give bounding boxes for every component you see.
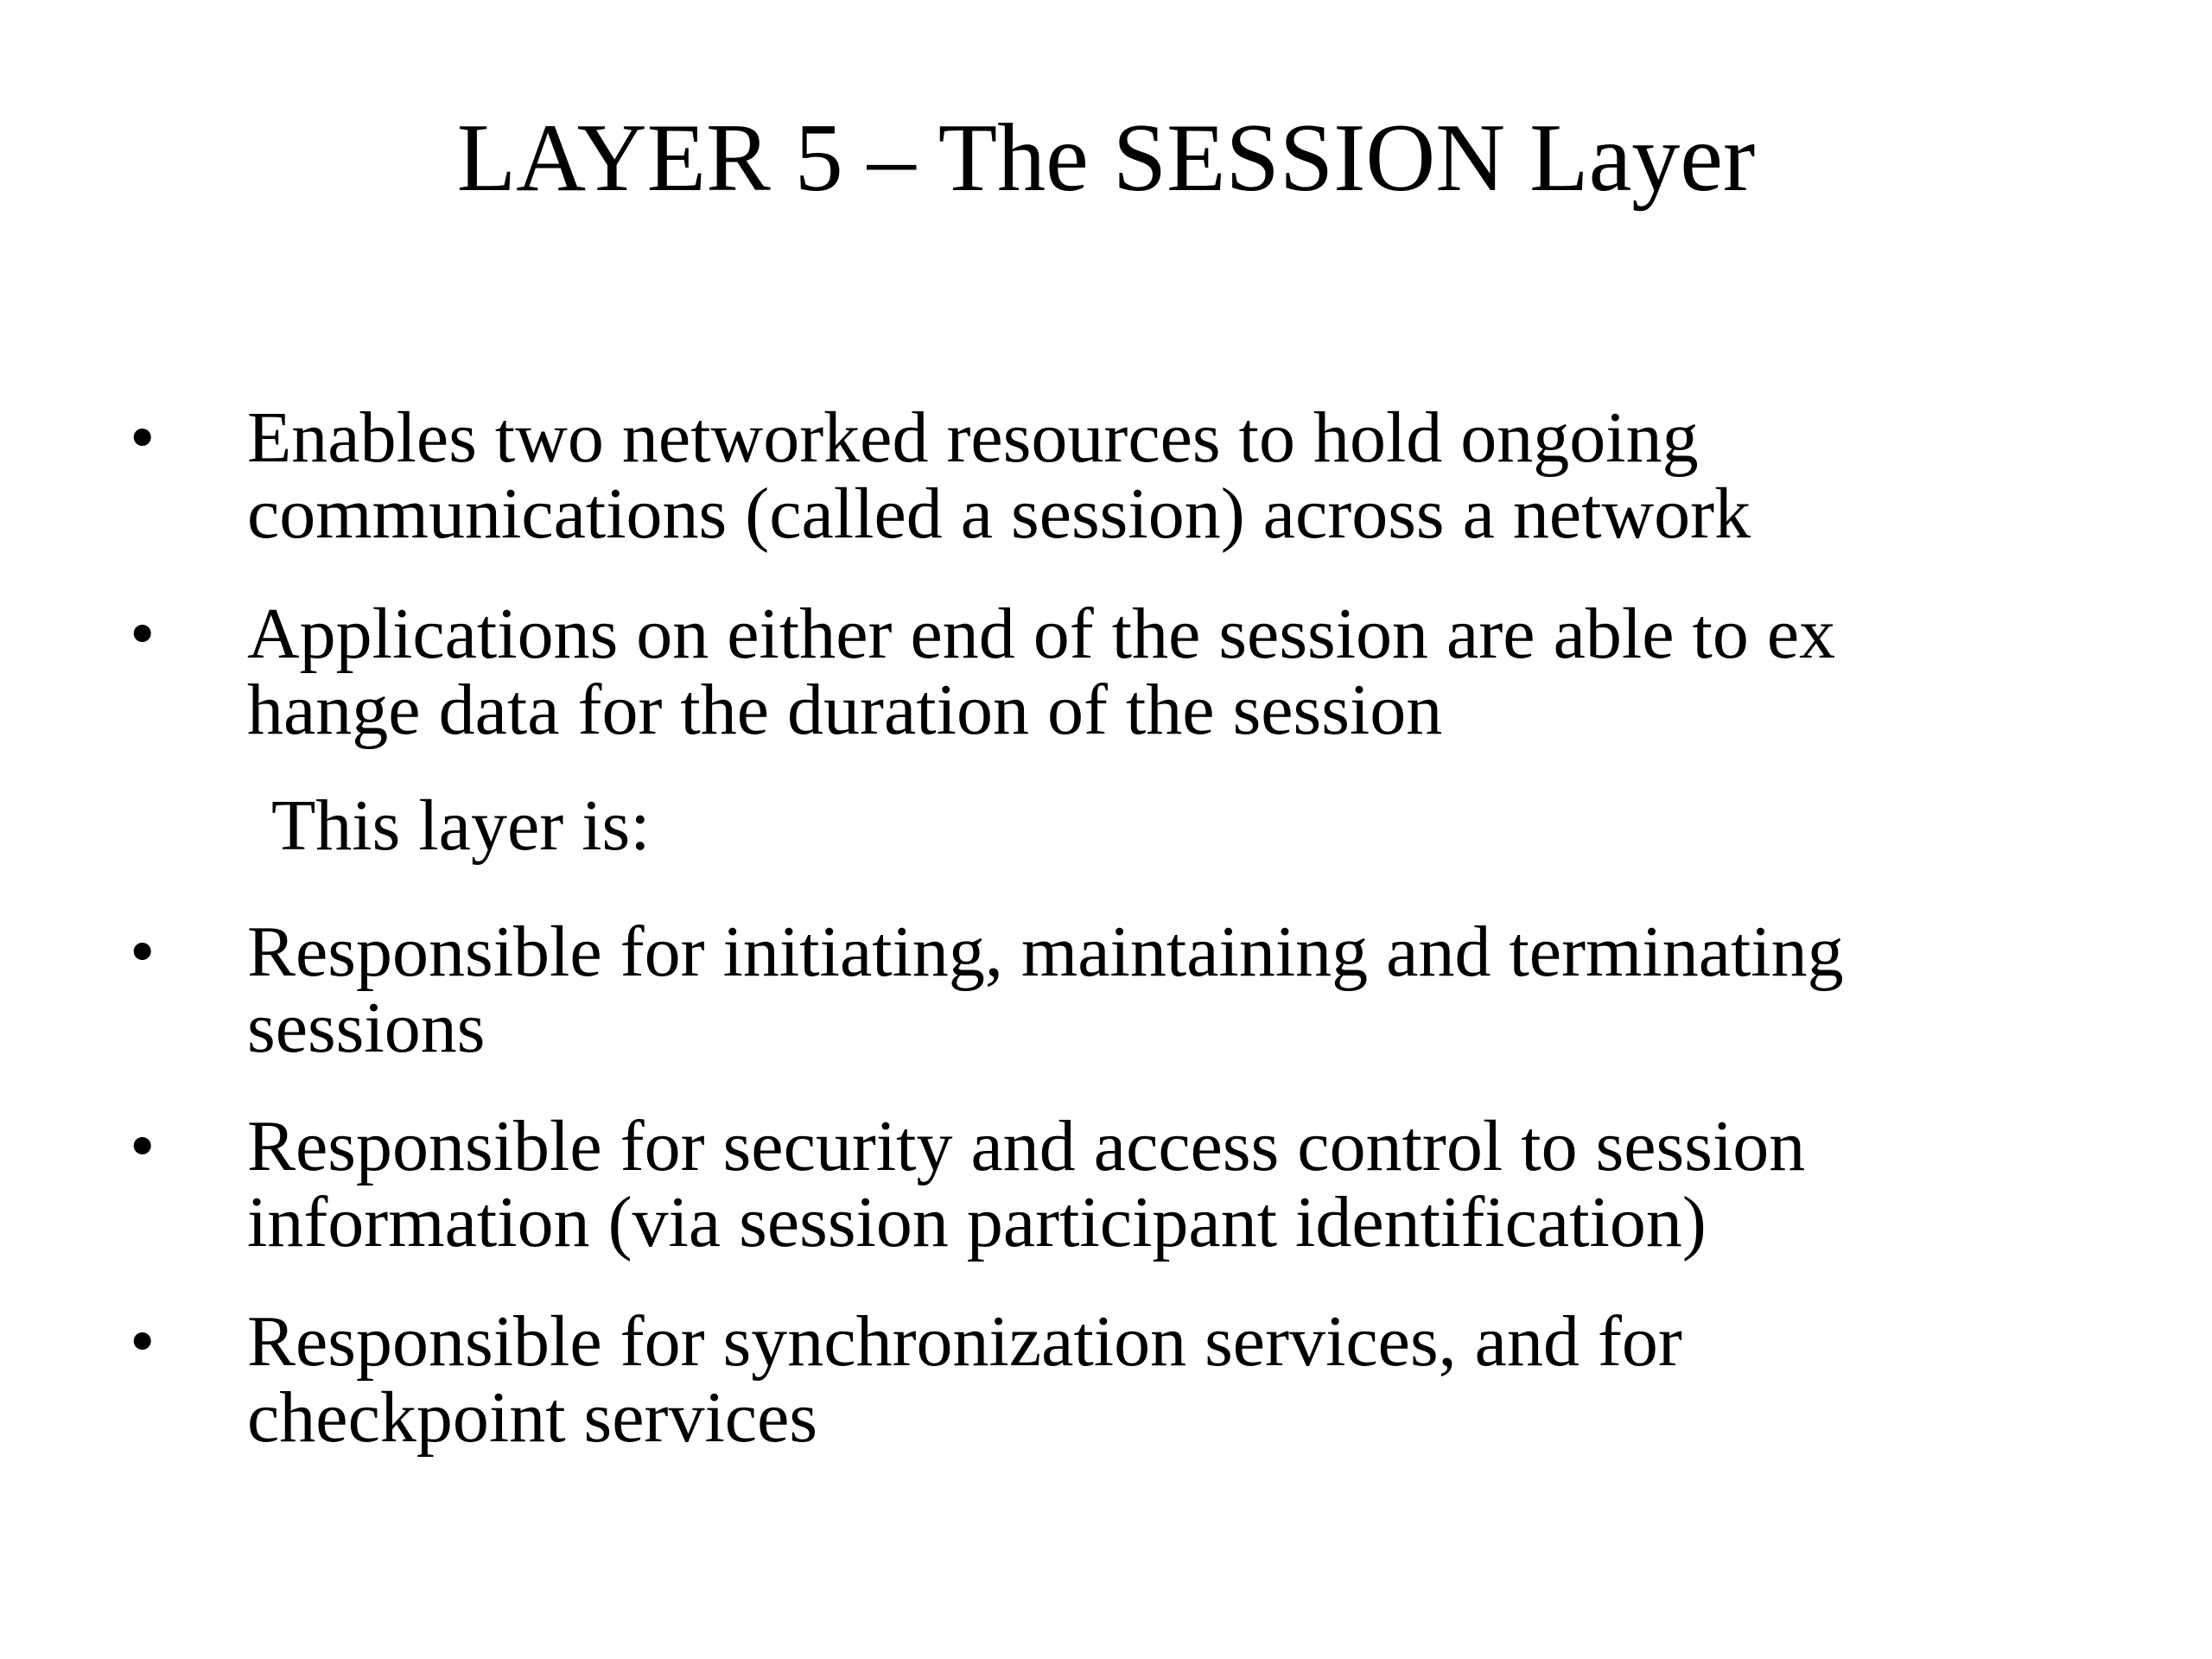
slide-title: LAYER 5 – The SESSION Layer: [456, 105, 1756, 212]
bullet-item-line: hange data for the duration of the session: [247, 670, 1443, 750]
bullet-symbol: •: [130, 594, 156, 674]
bullet-item-line: checkpoint services: [247, 1377, 818, 1458]
bullet-item-line: Responsible for initiating, maintaining and terminating: [247, 912, 1844, 992]
subheading: This layer is:: [271, 785, 651, 866]
bullet-item-line: Responsible for synchronization services, and for: [247, 1301, 1682, 1382]
bullet-item: [247, 397, 2174, 554]
bullet-item: [247, 914, 2174, 1066]
bullet-item-line: Responsible for security and access control to session: [247, 1106, 1806, 1186]
bullet-item-line: Applications on either end of the session are able to ex: [247, 594, 1836, 674]
bullet-symbol: •: [130, 1106, 156, 1186]
bullet-item-line: information (via session participant identification): [247, 1182, 1707, 1262]
bullet-item: [247, 1301, 2174, 1458]
bullet-symbol: •: [130, 397, 156, 478]
bullet-item: [247, 596, 2174, 748]
bullet-symbol: •: [130, 912, 156, 992]
bullet-item-line: sessions: [247, 988, 486, 1068]
bullet-item-line: communications (called a session) across a network: [247, 474, 1751, 554]
bullet-symbol: •: [130, 1301, 156, 1382]
bullet-item-line: Enables two networked resources to hold ongoing: [247, 397, 1699, 478]
bullet-item: [247, 1106, 2174, 1262]
